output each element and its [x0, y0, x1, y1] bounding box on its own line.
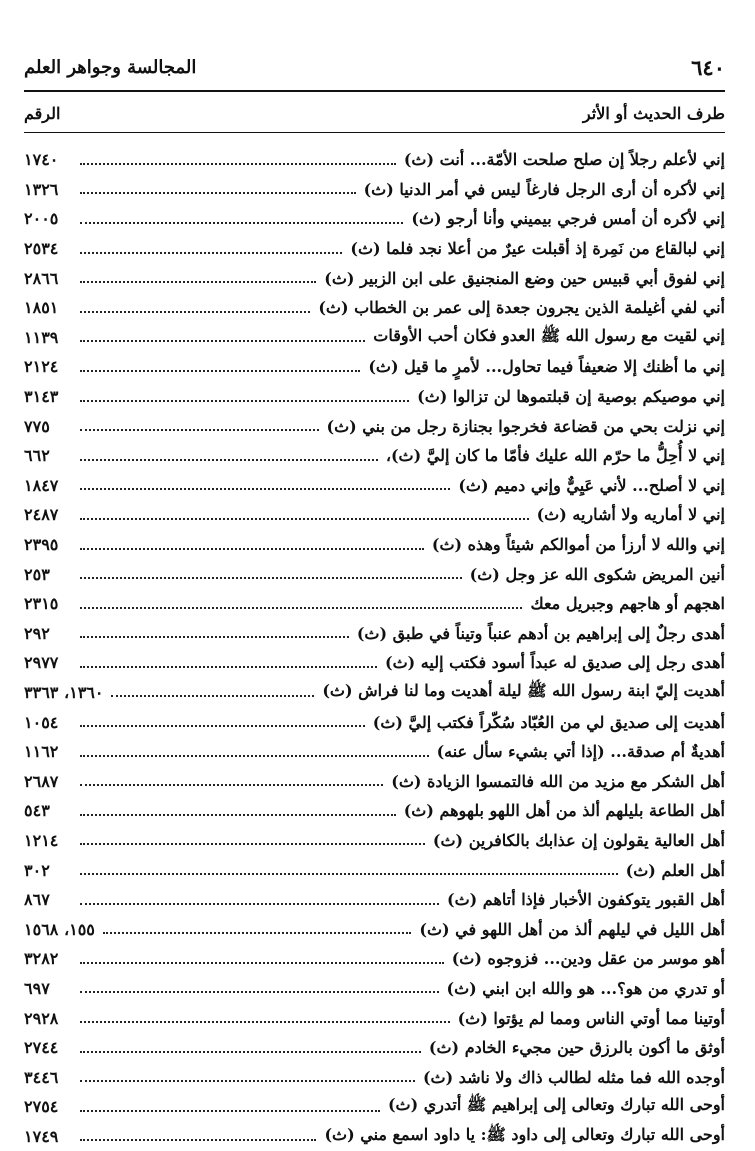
- hadith-text: إني لقيت مع رسول الله ﷺ العدو فكان أحب الأوقات: [373, 325, 725, 345]
- hadith-text: أوثق ما أكون بالرزق حين مجيء الخادم (ث): [428, 1038, 725, 1058]
- dot-leader: [80, 548, 424, 550]
- dot-leader: [80, 1139, 316, 1141]
- index-list: [24, 145, 725, 1151]
- list-item: [24, 737, 725, 767]
- list-item: [24, 323, 725, 353]
- dot-leader: [80, 488, 450, 490]
- hadith-number: ٣١٤٣: [24, 387, 59, 407]
- hadith-number: ٢٧٤٤: [24, 1038, 59, 1058]
- list-item: [24, 530, 725, 560]
- hadith-number: ٢٥٣٤: [24, 239, 59, 259]
- list-item: [24, 855, 725, 885]
- hadith-number: ٣٢٨٢: [24, 949, 59, 969]
- list-item: [24, 1092, 725, 1122]
- hadith-number: ١٠٥٤: [24, 712, 59, 732]
- list-item: [24, 471, 725, 501]
- dot-leader: [80, 370, 360, 372]
- hadith-text: أهل القبور يتوكفون الأخبار فإذا أتاهم (ث): [447, 890, 725, 910]
- hadith-text: أهدى رجلٌ إلى إبراهيم بن أدهم عنباً وتيناً في طبق (ث): [356, 623, 725, 643]
- list-item: [24, 411, 725, 441]
- hadith-number: ١٣٦٠، ٣٣٦٣: [24, 682, 104, 702]
- list-item: [24, 619, 725, 649]
- dot-leader: [80, 873, 618, 875]
- hadith-number: ٥٤٣: [24, 801, 50, 821]
- hadith-text: إني ما أظنك إلا ضعيفاً فيما تحاول... لأمرٍ ما قيل (ث): [368, 357, 725, 377]
- hadith-number: ٦٦٢: [24, 446, 50, 466]
- hadith-text: أوجده الله فما مثله لطالب ذاك ولا ناشد (ث): [422, 1067, 725, 1087]
- hadith-text: أهل العالية يقولون إن عذابك بالكافرين (ث): [432, 830, 725, 850]
- hadith-text: أو تدري من هو؟... هو والله ابن ابني (ث): [446, 978, 725, 998]
- list-item: [24, 678, 725, 708]
- list-item: [24, 175, 725, 205]
- list-item: [24, 1033, 725, 1063]
- hadith-text: إني لأعلم رجلاً إن صلح صلحت الأمّة... أنت (ث): [403, 150, 725, 170]
- list-item: [24, 826, 725, 856]
- dot-leader: [80, 636, 349, 638]
- column-header-number: الرقم: [24, 103, 61, 123]
- list-item: [24, 1122, 725, 1151]
- hadith-text: إني لا أصلح... لأني عَيِيٌّ وإني دميم (ث): [458, 475, 725, 495]
- hadith-text: أهديت إليّ ابنة رسول الله ﷺ ليلة أهديت وما لنا فراش (ث): [322, 680, 725, 700]
- dot-leader: [80, 962, 444, 964]
- hadith-number: ٢٨٦٦: [24, 268, 59, 288]
- hadith-text: أوحى الله تبارك وتعالى إلى داود ﷺ: يا داود اسمع مني (ث): [324, 1124, 725, 1144]
- list-item: [24, 914, 725, 944]
- hadith-text: إني لفوق أبي قبيس حين وضع المنجنيق على ابن الزبير (ث): [324, 268, 725, 288]
- dot-leader: [80, 843, 425, 845]
- hadith-text: إني موصيكم بوصية إن قبلتموها لن تزالوا (ث): [417, 387, 725, 407]
- hadith-number: ٢١٢٤: [24, 357, 59, 377]
- hadith-text: أهل الطاعة بليلهم ألذ من أهل اللهو بلهوهم (ث): [403, 801, 725, 821]
- hadith-number: ٢٩٢: [24, 623, 50, 643]
- page-header: [24, 50, 725, 92]
- list-item: [24, 559, 725, 589]
- dot-leader: [80, 784, 383, 786]
- hadith-text: أني لفي أغيلمة الذين يجرون جعدة إلى عمر بن الخطاب (ث): [318, 298, 725, 318]
- dot-leader: [80, 991, 439, 993]
- list-item: [24, 293, 725, 323]
- page-number: ٦٤٠: [691, 54, 725, 80]
- hadith-text: إني والله لا أرزأ من أموالكم شيئاً وهذه (ث): [431, 535, 725, 555]
- hadith-number: ٢٩٧٧: [24, 653, 59, 673]
- list-item: [24, 1062, 725, 1092]
- book-title: المجالسة وجواهر العلم: [24, 56, 197, 78]
- list-item: [24, 204, 725, 234]
- list-item: [24, 441, 725, 471]
- dot-leader: [103, 932, 411, 934]
- hadith-number: ١٧٤٠: [24, 150, 59, 170]
- list-item: [24, 145, 725, 175]
- hadith-number: ١١٣٩: [24, 327, 59, 347]
- dot-leader: [80, 1021, 450, 1023]
- hadith-number: ١٧٤٩: [24, 1126, 59, 1146]
- dot-leader: [80, 222, 403, 224]
- dot-leader: [80, 725, 365, 727]
- dot-leader: [80, 903, 439, 905]
- dot-leader: [80, 607, 522, 609]
- list-item: [24, 589, 725, 619]
- dot-leader: [80, 459, 378, 461]
- hadith-text: أهديت إلى صديق لي من العُبّاد سُكّراً فكتب إليَّ (ث): [372, 712, 725, 732]
- hadith-text: إني لأكره أن أمس فرجي بيميني وأنا أرجو (ث): [411, 209, 725, 229]
- hadith-number: ١٥٥، ١٥٦٨: [24, 919, 95, 939]
- column-headers: [24, 100, 725, 133]
- list-item: [24, 382, 725, 412]
- dot-leader: [80, 1110, 380, 1112]
- hadith-number: ١٨٤٧: [24, 475, 59, 495]
- dot-leader: [80, 755, 429, 757]
- dot-leader: [80, 666, 377, 668]
- hadith-text: إني لا أماريه ولا أشاريه (ث): [536, 505, 725, 525]
- hadith-text: إني نزلت بحي من قضاعة فخرجوا بجنازة رجل من بني (ث): [326, 416, 725, 436]
- list-item: [24, 500, 725, 530]
- hadith-number: ٦٩٧: [24, 978, 50, 998]
- dot-leader: [80, 518, 529, 520]
- hadith-number: ١٨٥١: [24, 298, 59, 318]
- hadith-text: إني لبالقاع من نَمِرة إذ أقبلت عيرٌ من أعلا نجد فلما (ث): [350, 239, 725, 259]
- dot-leader: [80, 192, 356, 194]
- list-item: [24, 796, 725, 826]
- hadith-number: ١٣٢٦: [24, 179, 59, 199]
- hadith-number: ١٢١٤: [24, 830, 59, 850]
- list-item: [24, 707, 725, 737]
- hadith-text: أنين المريض شكوى الله عز وجل (ث): [469, 564, 725, 584]
- column-header-hadith: طرف الحديث أو الأثر: [582, 103, 725, 123]
- hadith-number: ٢٠٠٥: [24, 209, 59, 229]
- hadith-number: ٢٥٣: [24, 564, 50, 584]
- list-item: [24, 766, 725, 796]
- hadith-number: ٢٦٨٧: [24, 771, 59, 791]
- hadith-number: ٣٤٤٦: [24, 1067, 59, 1087]
- dot-leader: [80, 281, 316, 283]
- hadith-number: ١١٦٢: [24, 742, 59, 762]
- dot-leader: [80, 577, 462, 579]
- dot-leader: [80, 252, 342, 254]
- list-item: [24, 885, 725, 915]
- dot-leader: [80, 1080, 415, 1082]
- dot-leader: [80, 311, 310, 313]
- hadith-text: أهل العلم (ث): [625, 860, 725, 880]
- hadith-number: ٢٧٥٤: [24, 1097, 59, 1117]
- hadith-number: ٢٤٨٧: [24, 505, 59, 525]
- hadith-text: أهديةٌ أم صدقة... (إذا أتي بشيء سأل عنه): [436, 742, 725, 762]
- hadith-number: ٢٣٩٥: [24, 535, 59, 555]
- hadith-text: أهو موسر من عقل ودين... فزوجوه (ث): [451, 949, 725, 969]
- list-item: [24, 352, 725, 382]
- hadith-text: إني لا أُحِلُّ ما حرّم الله عليك فأمّا ما كان إليَّ (ث)،: [385, 446, 725, 466]
- dot-leader: [111, 695, 314, 697]
- dot-leader: [80, 400, 409, 402]
- hadith-text: أهل الليل في ليلهم ألذ من أهل اللهو في (ث): [419, 919, 725, 939]
- hadith-number: ٢٩٢٨: [24, 1008, 59, 1028]
- list-item: [24, 263, 725, 293]
- dot-leader: [80, 1051, 421, 1053]
- hadith-number: ٣٠٢: [24, 860, 50, 880]
- hadith-text: أوتينا مما أوتي الناس ومما لم يؤتوا (ث): [457, 1008, 725, 1028]
- hadith-text: اهجهم أو هاجهم وجبريل معك: [530, 594, 725, 614]
- dot-leader: [80, 163, 396, 165]
- list-item: [24, 234, 725, 264]
- hadith-number: ٨٦٧: [24, 890, 50, 910]
- hadith-text: أوحى الله تبارك وتعالى إلى إبراهيم ﷺ أتدري (ث): [387, 1095, 725, 1115]
- hadith-text: إني لأكره أن أرى الرجل فارغاً ليس في أمر الدنيا (ث): [363, 179, 725, 199]
- list-item: [24, 944, 725, 974]
- hadith-number: ٢٣١٥: [24, 594, 59, 614]
- list-item: [24, 1003, 725, 1033]
- list-item: [24, 648, 725, 678]
- list-item: [24, 974, 725, 1004]
- dot-leader: [80, 814, 396, 816]
- hadith-text: أهل الشكر مع مزيد من الله فالتمسوا الزيادة (ث): [391, 771, 725, 791]
- hadith-number: ٧٧٥: [24, 416, 50, 436]
- dot-leader: [80, 340, 365, 342]
- hadith-text: أهدى رجل إلى صديق له عبداً أسود فكتب إليه (ث): [385, 653, 725, 673]
- dot-leader: [80, 429, 319, 431]
